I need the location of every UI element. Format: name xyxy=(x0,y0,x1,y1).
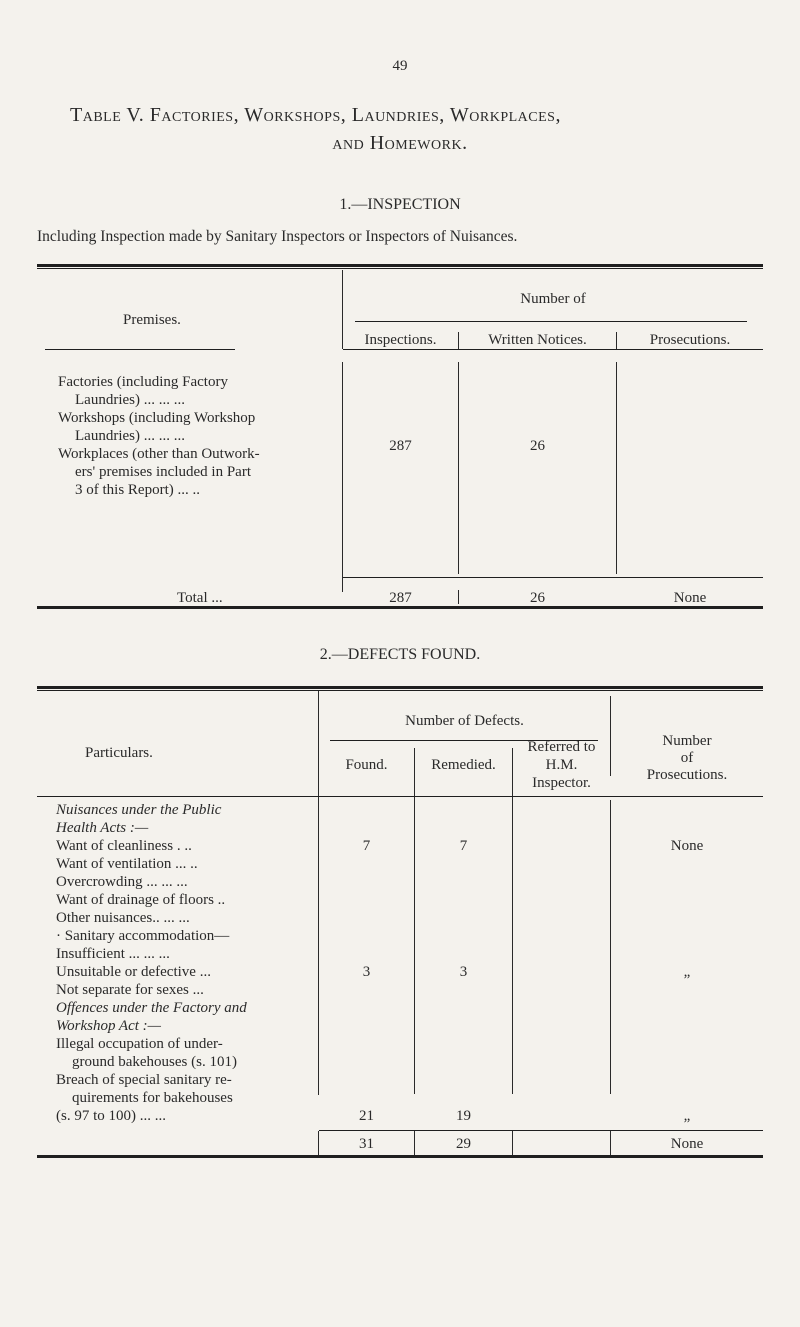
total-inspections: 287 xyxy=(389,590,412,606)
remedied-value: 3 xyxy=(459,964,468,980)
table1-total-rule xyxy=(343,577,763,578)
particulars-line: · Sanitary accommodation— xyxy=(56,928,230,944)
particulars-line: Health Acts :— xyxy=(56,820,149,836)
page-number: 49 xyxy=(392,58,408,74)
inspection-subtitle: Including Inspection made by Sanitary Inspectors or Inspectors of Nuisances. xyxy=(37,228,518,245)
table2-divider xyxy=(414,748,415,1094)
prosecutions-value: None xyxy=(670,838,704,854)
table1-top-rule-thin xyxy=(37,268,763,269)
particulars-line: Unsuitable or defective ... xyxy=(56,964,211,980)
total-found: 31 xyxy=(359,1136,374,1152)
premises-line: Factories (including Factory xyxy=(58,374,228,390)
number-of-defects-header: Number of Defects. xyxy=(405,713,524,729)
prosecutions-header-line: Number xyxy=(662,733,712,749)
total-remedied: 29 xyxy=(456,1136,471,1152)
premises-header: Premises. xyxy=(123,312,181,328)
particulars-line: Other nuisances.. ... ... xyxy=(56,910,190,926)
particulars-line: Overcrowding ... ... ... xyxy=(56,874,188,890)
table1-divider xyxy=(342,362,343,592)
table1-divider xyxy=(458,362,459,574)
written-notices-value: 26 xyxy=(530,438,545,454)
premises-line: Workplaces (other than Outwork- xyxy=(58,446,260,462)
total-label: Total ... xyxy=(177,590,223,606)
inspections-header: Inspections. xyxy=(364,332,437,348)
found-header: Found. xyxy=(345,757,388,773)
referred-header-line: Inspector. xyxy=(532,775,591,791)
table1-header-rule xyxy=(343,349,763,350)
particulars-line: (s. 97 to 100) ... ... xyxy=(56,1108,166,1124)
total-prosecutions: None xyxy=(673,590,707,606)
table1-divider xyxy=(616,362,617,574)
premises-line: ers' premises included in Part xyxy=(75,464,251,480)
inspection-heading: 1.—INSPECTION xyxy=(339,196,461,213)
found-value: 3 xyxy=(362,964,371,980)
remedied-value: 7 xyxy=(459,838,468,854)
premises-line: Laundries) ... ... ... xyxy=(75,428,185,444)
inspections-value: 287 xyxy=(389,438,412,454)
premises-line: 3 of this Report) ... .. xyxy=(75,482,200,498)
prosecutions-value: „ xyxy=(683,1108,691,1124)
premises-line: Laundries) ... ... ... xyxy=(75,392,185,408)
particulars-line: ground bakehouses (s. 101) xyxy=(72,1054,237,1070)
table-title-line1: Table V. Factories, Workshops, Laundries, Workplaces, xyxy=(70,104,561,126)
defects-heading: 2.—DEFECTS FOUND. xyxy=(319,646,481,663)
particulars-line: Illegal occupation of under- xyxy=(56,1036,223,1052)
table2-total-rule xyxy=(319,1130,763,1131)
table2-bottom-rule xyxy=(37,1155,763,1158)
particulars-line: Workshop Act :— xyxy=(56,1018,161,1034)
table1-header-rule xyxy=(45,349,235,350)
table2-header-rule xyxy=(37,796,763,797)
table2-divider xyxy=(318,691,319,1095)
table2-divider xyxy=(512,748,513,1094)
particulars-line: Not separate for sexes ... xyxy=(56,982,204,998)
table-title-line2: and Homework. xyxy=(332,132,468,154)
table1-subheader-rule xyxy=(355,321,747,322)
particulars-line: Insufficient ... ... ... xyxy=(56,946,170,962)
table1-top-rule xyxy=(37,264,763,267)
remedied-value: 19 xyxy=(456,1108,471,1124)
referred-header-line: Referred to xyxy=(527,739,596,755)
table2-top-rule-thin xyxy=(37,690,763,691)
found-value: 7 xyxy=(362,838,371,854)
table1-bottom-rule xyxy=(37,606,763,609)
particulars-line: Want of ventilation ... .. xyxy=(56,856,198,872)
particulars-line: Breach of special sanitary re- xyxy=(56,1072,232,1088)
total-prosecutions: None xyxy=(670,1136,704,1152)
particulars-line: Want of cleanliness . .. xyxy=(56,838,192,854)
prosecutions-header-line: Prosecutions. xyxy=(646,767,728,783)
particulars-line: Nuisances under the Public xyxy=(56,802,222,818)
prosecutions-header-line: of xyxy=(680,750,694,766)
particulars-header: Particulars. xyxy=(85,745,153,761)
total-written-notices: 26 xyxy=(530,590,545,606)
prosecutions-value: „ xyxy=(683,964,691,980)
premises-line: Workshops (including Workshop xyxy=(58,410,256,426)
referred-header-line: H.M. xyxy=(545,757,578,773)
particulars-line: Want of drainage of floors .. xyxy=(56,892,226,908)
table2-divider xyxy=(512,1131,513,1155)
prosecutions-header: Prosecutions. xyxy=(649,332,731,348)
written-notices-header: Written Notices. xyxy=(488,332,587,348)
particulars-line: quirements for bakehouses xyxy=(72,1090,233,1106)
number-of-header: Number of xyxy=(520,291,586,307)
table2-top-rule xyxy=(37,686,763,689)
found-value: 21 xyxy=(359,1108,374,1124)
particulars-line: Offences under the Factory and xyxy=(56,1000,247,1016)
remedied-header: Remedied. xyxy=(431,757,496,773)
